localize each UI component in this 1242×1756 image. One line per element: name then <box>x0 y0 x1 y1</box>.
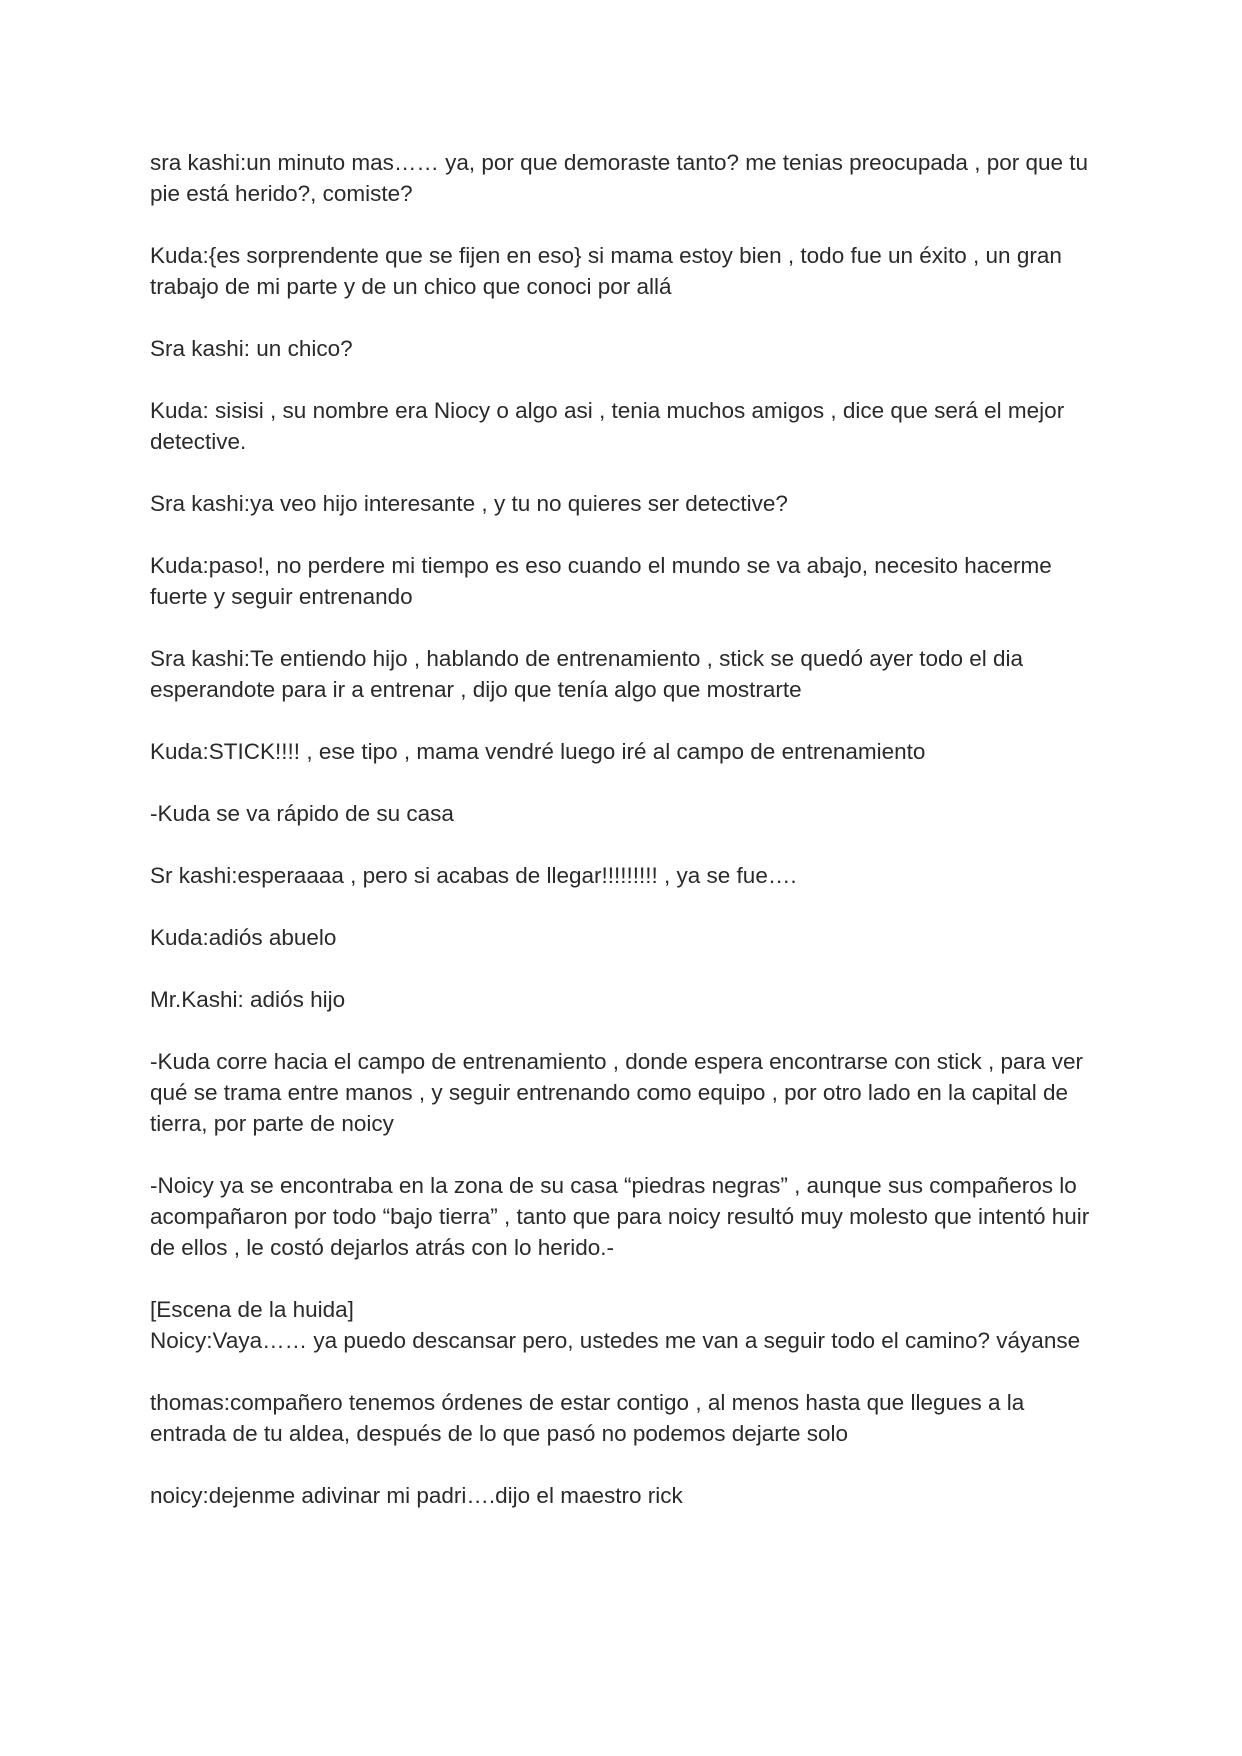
paragraph-sra-kashi-4: Sra kashi:Te entiendo hijo , hablando de entrenamiento , stick se quedó ayer todo el dia esperandote para ir a entrenar , dijo que tenía algo que mostrarte <box>150 646 1030 702</box>
paragraph-sra-kashi-3: Sra kashi:ya veo hijo interesante , y tu no quieres ser detective? <box>150 491 788 516</box>
paragraph-sra-kashi-1: sra kashi:un minuto mas…… ya, por que demoraste tanto? me tenias preocupada , por que tu pie está herido?, comiste? <box>150 150 1095 206</box>
paragraph-sra-kashi-2: Sra kashi: un chico? <box>150 336 353 361</box>
document-body <box>150 147 1095 1542</box>
paragraph-narration-2: -Kuda corre hacia el campo de entrenamiento , donde espera encontrarse con stick , para ver qué se trama entre manos , y seguir entrenando como equipo , por otro lado en la capital de tierra, por parte de noicy <box>150 1049 1090 1136</box>
paragraph-kuda-2: Kuda: sisisi , su nombre era Niocy o algo asi , tenia muchos amigos , dice que será el mejor detective. <box>150 398 1071 454</box>
paragraph-narration-1: -Kuda se va rápido de su casa <box>150 801 454 826</box>
paragraph-kuda-4: Kuda:STICK!!!! , ese tipo , mama vendré luego iré al campo de entrenamiento <box>150 739 926 764</box>
scene-heading: [Escena de la huida] <box>150 1297 354 1322</box>
paragraph-kuda-3: Kuda:paso!, no perdere mi tiempo es eso cuando el mundo se va abajo, necesito hacerme fuerte y seguir entrenando <box>150 553 1059 609</box>
paragraph-narration-3: -Noicy ya se encontraba en la zona de su casa “piedras negras” , aunque sus compañeros lo acompañaron por todo “bajo tierra” , tanto que para noicy resultó muy molesto que intentó huir de ellos , le costó dejarlos atrás con lo herido.- <box>150 1173 1096 1260</box>
paragraph-noicy-2: noicy:dejenme adivinar mi padri….dijo el maestro rick <box>150 1483 683 1508</box>
paragraph-kuda-5: Kuda:adiós abuelo <box>150 925 337 950</box>
paragraph-sr-kashi-1: Sr kashi:esperaaaa , pero si acabas de llegar!!!!!!!!! , ya se fue…. <box>150 863 797 888</box>
paragraph-thomas-1: thomas:compañero tenemos órdenes de estar contigo , al menos hasta que llegues a la entrada de tu aldea, después de lo que pasó no podemos dejarte solo <box>150 1390 1031 1446</box>
paragraph-noicy-1: Noicy:Vaya…… ya puedo descansar pero, ustedes me van a seguir todo el camino? váyanse <box>150 1328 1081 1353</box>
paragraph-mr-kashi-1: Mr.Kashi: adiós hijo <box>150 987 346 1012</box>
paragraph-kuda-1: Kuda:{es sorprendente que se fijen en eso} si mama estoy bien , todo fue un éxito , un gran trabajo de mi parte y de un chico que conoci por allá <box>150 243 1069 299</box>
